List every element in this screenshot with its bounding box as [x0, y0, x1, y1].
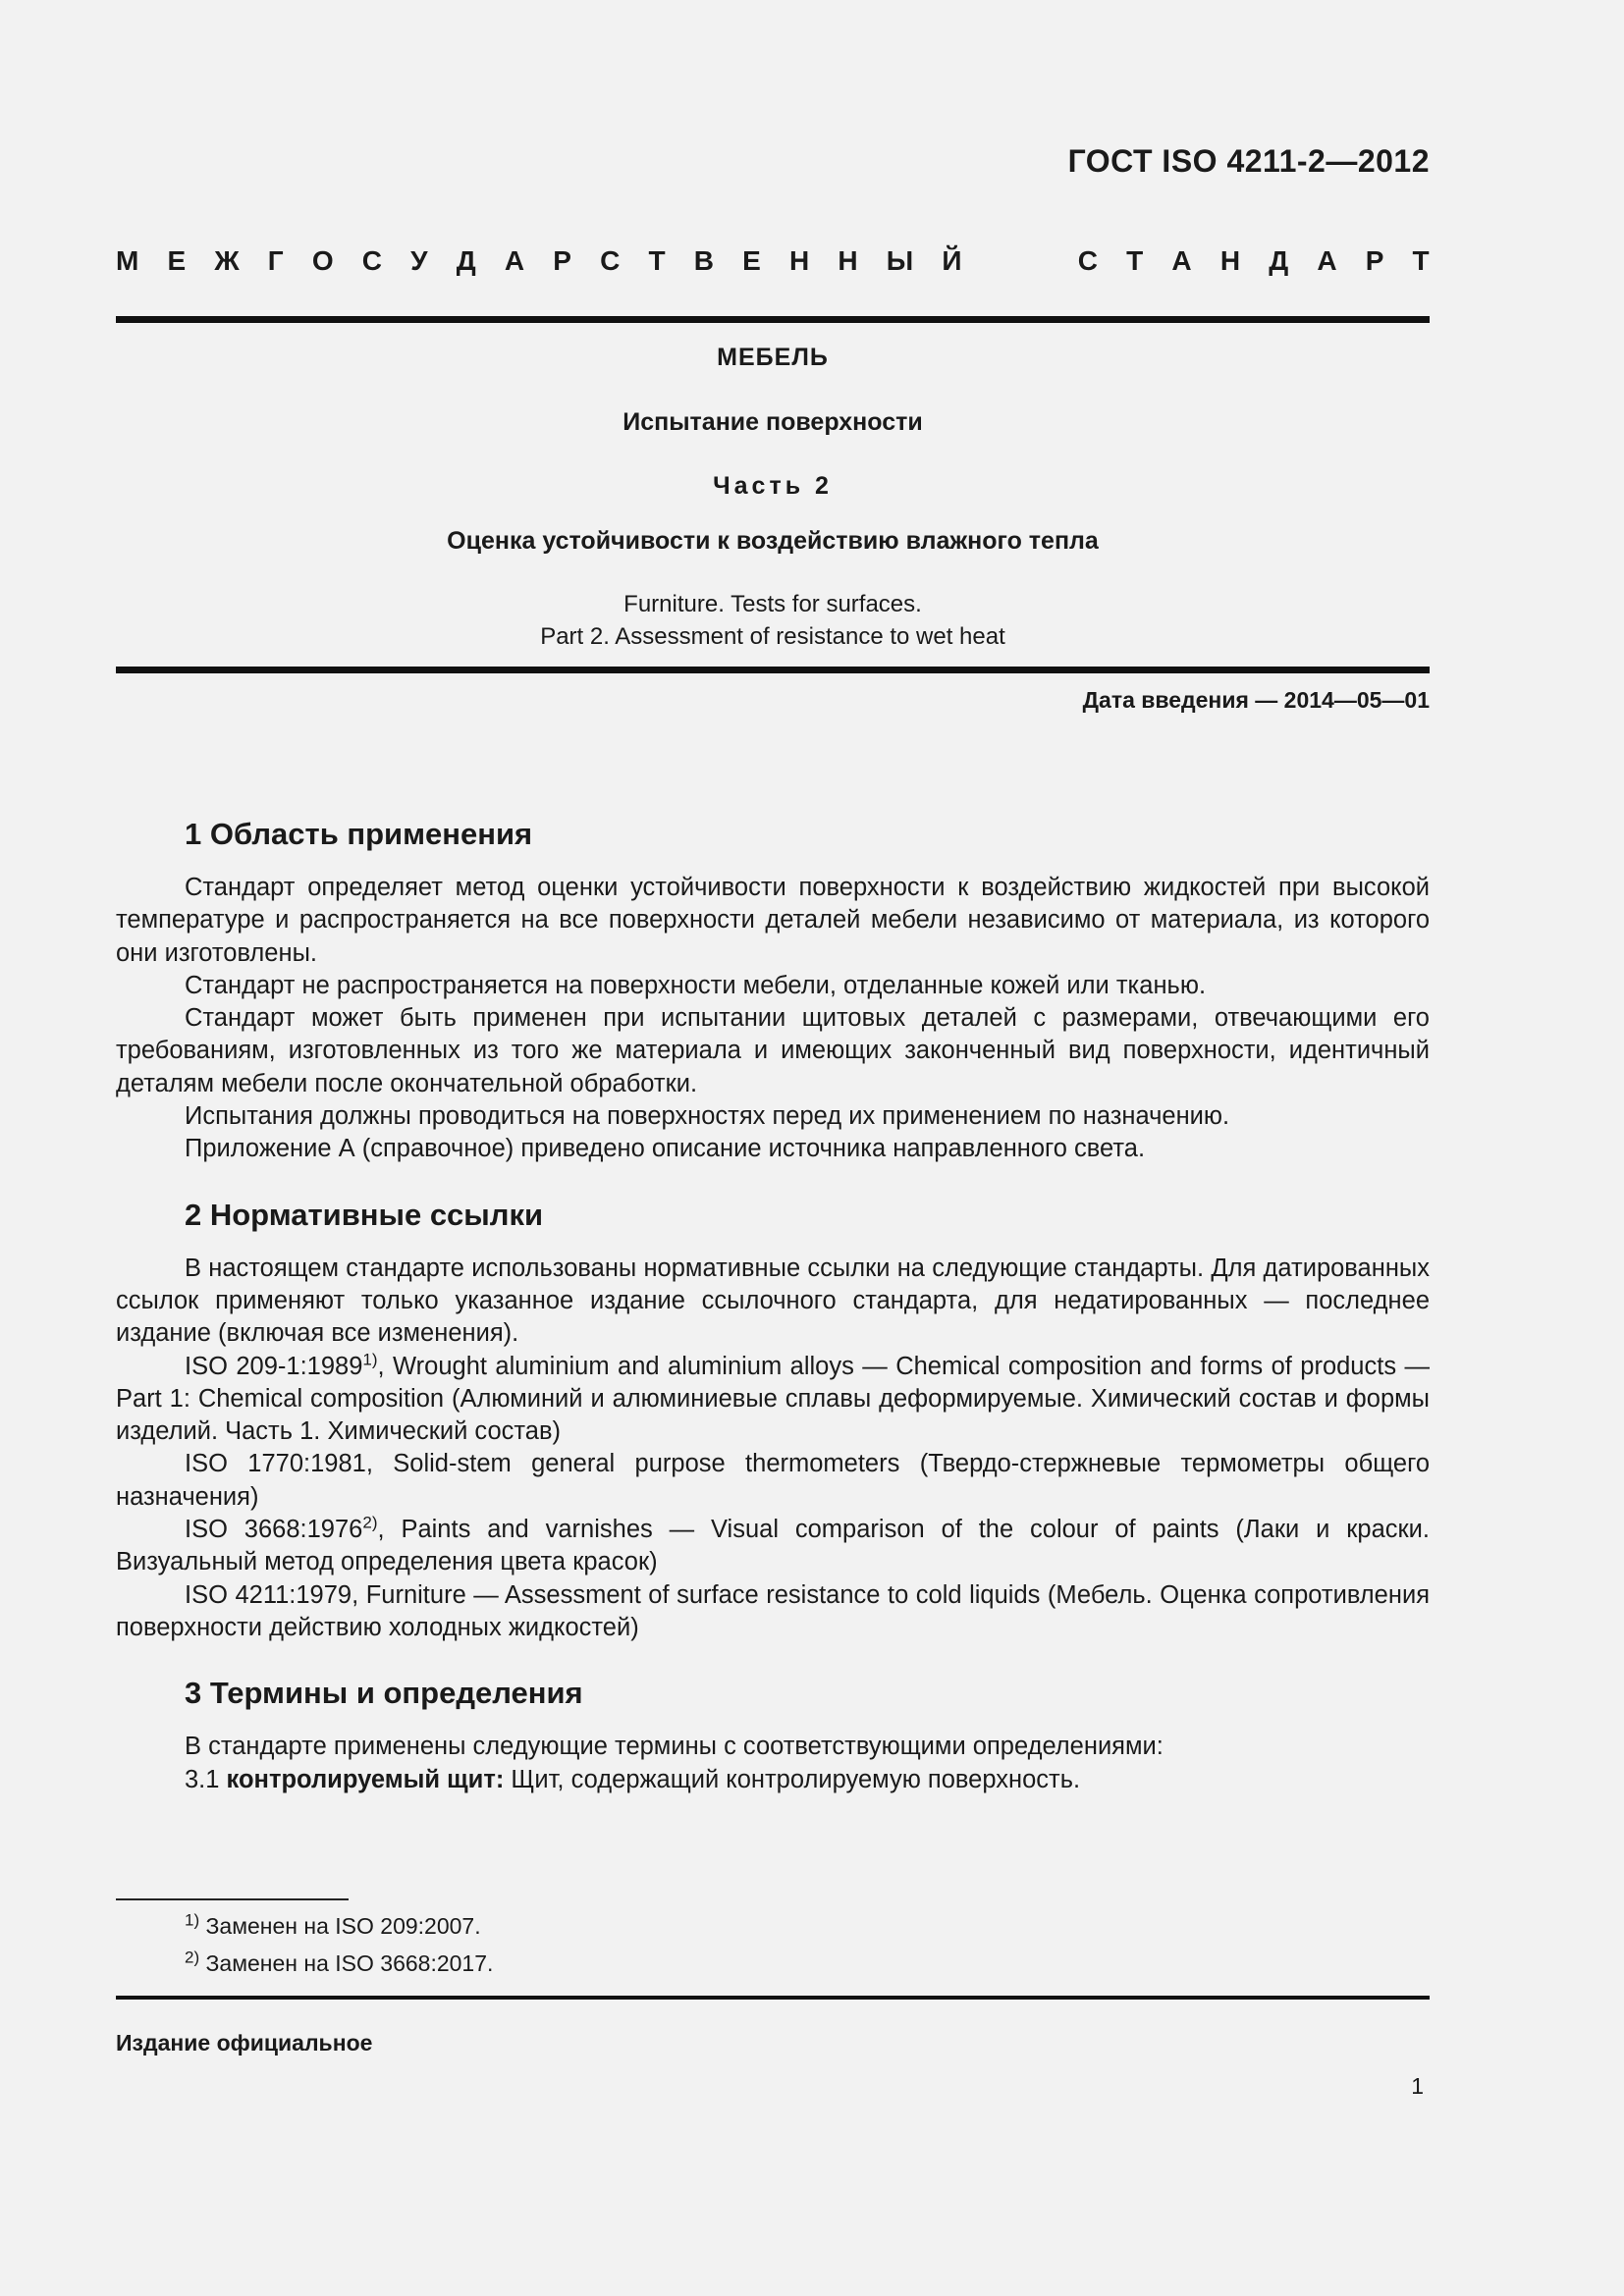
document-page: [116, 0, 1430, 2296]
interstate-letter: О: [311, 245, 334, 276]
footnote-1: [185, 1907, 493, 1945]
paragraph: Приложение А (справочное) приведено описание источника направленного света.: [185, 1135, 1146, 1163]
top-rule: [116, 316, 1430, 323]
footnotes: [185, 1907, 493, 1982]
interstate-letter: Д: [456, 245, 476, 276]
interstate-letter: С: [600, 245, 621, 276]
paragraph: В настоящем стандарте использованы нормативные ссылки на следующие стандарты. Для датированных ссылок применяют только указанное издание ссылочного стандарта, для недатированных — последнее издание (включая все изменения).: [116, 1254, 1430, 1348]
interstate-letter: Р: [553, 245, 571, 276]
title-rule: [116, 667, 1430, 673]
interstate-letter: Д: [1269, 245, 1289, 276]
interstate-letter: Ы: [886, 245, 914, 276]
interstate-letter: А: [504, 245, 525, 276]
section-heading: 3 Термины и определения: [185, 1676, 583, 1711]
footnote-marker: 2): [362, 1513, 378, 1532]
term-text: Щит, содержащий контролируемую поверхность.: [504, 1765, 1081, 1793]
interstate-letter: Н: [838, 245, 858, 276]
paragraph: Стандарт не распространяется на поверхности мебели, отделанные кожей или тканью.: [185, 971, 1207, 999]
page-number: 1: [1411, 2073, 1424, 2099]
reference-code: ISO 209-1:1989: [185, 1352, 363, 1380]
interstate-letter: Й: [942, 245, 962, 276]
footnote-marker: 1): [362, 1350, 378, 1369]
document-code: ГОСТ ISO 4211-2—2012: [1067, 143, 1430, 179]
interstate-letter: Ж: [214, 245, 240, 276]
interstate-standard-heading: [116, 245, 1430, 277]
introduction-date: Дата введения — 2014—05—01: [1082, 687, 1430, 713]
paragraph: Стандарт определяет метод оценки устойчивости поверхности к воздействию жидкостей при высокой температуре и распространяется на все поверхности деталей мебели независимо от материала, из которого они изготовлены.: [116, 874, 1430, 967]
interstate-letter: Г: [267, 245, 284, 276]
word-gap: [991, 245, 1050, 277]
interstate-letter: Е: [742, 245, 761, 276]
paragraph: В стандарте применены следующие термины с соответствующими определениями:: [185, 1733, 1164, 1761]
title-main: МЕБЕЛЬ: [717, 344, 829, 371]
interstate-letter: Р: [1365, 245, 1384, 276]
term: контролируемый щит:: [226, 1765, 505, 1793]
interstate-letter: Т: [648, 245, 666, 276]
interstate-letter: У: [410, 245, 428, 276]
title-part: Часть 2: [713, 472, 833, 500]
section-scope: [116, 815, 1430, 1166]
interstate-letter: Т: [1126, 245, 1144, 276]
reference-code: ISO 3668:1976: [185, 1516, 363, 1544]
section-heading: 1 Область применения: [185, 817, 533, 851]
reference-item: ISO 4211:1979, Furniture — Assessment of surface resistance to cold liquids (Мебель. Оценка сопротивления поверхности действию холодных жидкостей): [116, 1580, 1430, 1641]
interstate-letter: Н: [1219, 245, 1241, 276]
title-english: [116, 588, 1430, 653]
reference-item: ISO 1770:1981, Solid-stem general purpose thermometers (Твердо-стержневые термометры общего назначения): [116, 1450, 1430, 1511]
edition-label: Издание официальное: [116, 2030, 373, 2056]
footnote-text: Заменен на ISO 3668:2017.: [199, 1950, 494, 1976]
interstate-letter: В: [693, 245, 714, 276]
term-number: 3.1: [185, 1765, 227, 1793]
reference-text: , Wrought aluminium and aluminium alloys — Chemical composition and forms of products — Part 1: Chemical composition (Алюминий и алюминиевые сплавы деформируемые. Химический состав и формы изделий. Часть 1. Химический состав): [116, 1352, 1431, 1446]
title-name: Оценка устойчивости к воздействию влажного тепла: [447, 527, 1099, 555]
interstate-letter: Е: [167, 245, 187, 276]
section-normative-references: [116, 1196, 1430, 1645]
interstate-letter: С: [1077, 245, 1098, 276]
interstate-letter: С: [361, 245, 382, 276]
interstate-letter: Н: [788, 245, 810, 276]
interstate-letter: Т: [1412, 245, 1430, 276]
document-body: [116, 815, 1430, 1826]
footnote-separator: [116, 1898, 349, 1900]
interstate-letter: А: [1171, 245, 1192, 276]
footnote-2: [185, 1945, 493, 1982]
interstate-letter: А: [1317, 245, 1337, 276]
title-english-line1: Furniture. Tests for surfaces.: [623, 591, 922, 617]
title-sub: Испытание поверхности: [623, 408, 923, 436]
footnote-text: Заменен на ISO 209:2007.: [199, 1913, 481, 1939]
section-heading: 2 Нормативные ссылки: [185, 1197, 544, 1232]
reference-item: [116, 1351, 1430, 1449]
footnote-marker: 1): [185, 1910, 200, 1930]
reference-item: [116, 1514, 1430, 1579]
title-english-line2: Part 2. Assessment of resistance to wet heat: [540, 623, 1005, 650]
paragraph: Испытания должны проводиться на поверхностях перед их применением по назначению.: [185, 1102, 1230, 1131]
interstate-letter: М: [116, 245, 139, 276]
footnote-marker: 2): [185, 1948, 200, 1967]
term-definition: [116, 1764, 1430, 1796]
bottom-rule: [116, 1996, 1430, 2000]
reference-text: , Paints and varnishes — Visual comparison of the colour of paints (Лаки и краски. Визуальный метод определения цвета красок): [116, 1516, 1430, 1576]
paragraph: Стандарт может быть применен при испытании щитовых деталей с размерами, отвечающими его требованиям, изготовленных из того же материала и имеющих законченный вид поверхности, идентичный деталям мебели после окончательной обработки.: [116, 1004, 1430, 1097]
section-terms: [116, 1674, 1430, 1796]
